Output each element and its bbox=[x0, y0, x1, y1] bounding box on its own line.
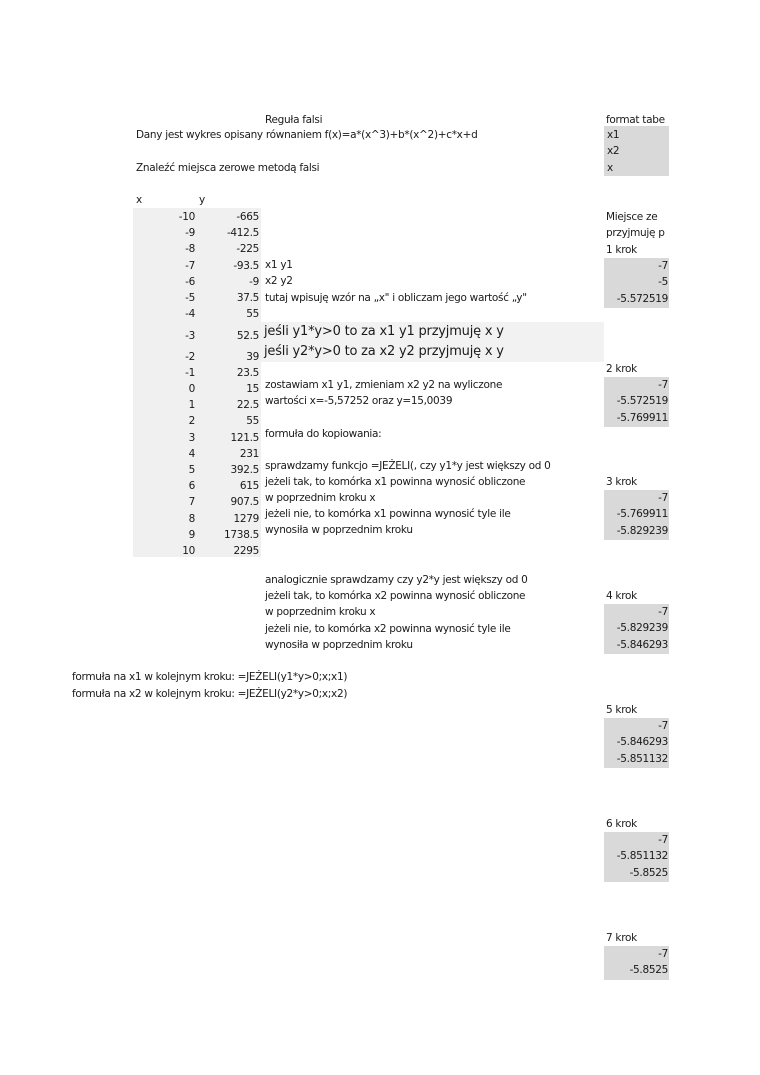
column-header-x: x bbox=[136, 194, 142, 206]
x-value-cell: -1 bbox=[185, 366, 195, 379]
note-wynosila: wynosiła w poprzednim kroku bbox=[265, 524, 413, 536]
note-tutaj: tutaj wpisuję wzór na „x" i obliczam jego wartość „y" bbox=[265, 292, 527, 304]
step-value-cell: -5.829239 bbox=[616, 524, 668, 537]
step-value-cell: -7 bbox=[658, 260, 668, 272]
step-label: 3 krok bbox=[606, 476, 637, 488]
y-value-cell: 15 bbox=[246, 383, 259, 395]
step-value-cell: -5.769911 bbox=[616, 508, 668, 521]
note-jesli-2: jeśli y2*y>0 to za x2 y2 przyjmuję x y bbox=[264, 344, 504, 359]
step-value-cell: -5.846293 bbox=[616, 638, 668, 651]
description-line-2: Znaleźć miejsca zerowe metodą falsi bbox=[136, 162, 320, 174]
step-value-cell: -7 bbox=[658, 720, 668, 732]
note-sprawdzamy: sprawdzamy funkcjo =JEŻELI(, czy y1*y jest większy od 0 bbox=[265, 460, 551, 472]
step-value-cell: -5.8525 bbox=[629, 964, 668, 977]
y-value-cell: -93.5 bbox=[233, 259, 259, 272]
step-value-cell: -5.851132 bbox=[616, 850, 668, 863]
step-value-cell: -7 bbox=[658, 379, 668, 391]
x-value-cell: 10 bbox=[182, 545, 195, 557]
y-value-cell: 55 bbox=[246, 415, 259, 428]
analog-line-4: jeżeli nie, to komórka x2 powinna wynosić tyle ile bbox=[265, 623, 511, 635]
y-value-cell: 55 bbox=[246, 308, 259, 321]
format-label: format tabe bbox=[606, 114, 665, 126]
step-label: 4 krok bbox=[606, 590, 637, 602]
step-label: 2 krok bbox=[606, 363, 637, 375]
x-value-cell: 7 bbox=[188, 496, 195, 509]
note-jezeli-tak: jeżeli tak, to komórka x1 powinna wynosić obliczone bbox=[265, 476, 526, 488]
x-value-cell: -5 bbox=[185, 292, 195, 304]
x-value-cell: -3 bbox=[185, 330, 195, 343]
y-value-cell: 1279 bbox=[233, 512, 259, 525]
step-label: 1 krok bbox=[606, 244, 637, 256]
step-label: 5 krok bbox=[606, 704, 637, 716]
step-value-cell: -5.572519 bbox=[616, 395, 668, 408]
x-value-cell: 1 bbox=[188, 399, 195, 412]
y-value-cell: -665 bbox=[236, 211, 259, 223]
step-value-cell: -5.572519 bbox=[616, 292, 668, 305]
x-value-cell: -2 bbox=[185, 350, 195, 363]
format-x2: x2 bbox=[607, 145, 620, 157]
step-label: 7 krok bbox=[606, 932, 637, 944]
x-value-cell: -4 bbox=[185, 308, 195, 321]
formula-x2: formuła na x2 w kolejnym kroku: =JEŻELI(y2*y>0;x;x2) bbox=[72, 688, 348, 700]
y-value-cell: 907.5 bbox=[230, 496, 259, 509]
y-value-cell: 52.5 bbox=[236, 330, 259, 343]
y-value-cell: 231 bbox=[239, 447, 259, 460]
analog-line-5: wynosiła w poprzednim kroku bbox=[265, 639, 413, 651]
x-value-cell: 8 bbox=[188, 512, 195, 525]
step-value-cell: -5 bbox=[658, 276, 668, 289]
y-value-cell: 2295 bbox=[233, 545, 259, 557]
note-formula: formuła do kopiowania: bbox=[265, 428, 382, 440]
y-value-cell: 37.5 bbox=[236, 292, 259, 304]
analog-line-3: w poprzednim kroku x bbox=[265, 606, 376, 618]
step-value-cell: -7 bbox=[658, 948, 668, 960]
step-value-cell: -5.8525 bbox=[629, 866, 668, 879]
step-label: 6 krok bbox=[606, 818, 637, 830]
analog-line-1: analogicznie sprawdzamy czy y2*y jest większy od 0 bbox=[265, 574, 528, 586]
note-zostawiam: zostawiam x1 y1, zmieniam x2 y2 na wyliczone bbox=[265, 379, 503, 391]
y-value-cell: -412.5 bbox=[226, 227, 259, 240]
x-value-cell: -7 bbox=[185, 259, 195, 272]
x-value-cell: 2 bbox=[188, 415, 195, 428]
analog-line-2: jeżeli tak, to komórka x2 powinna wynosić obliczone bbox=[265, 590, 526, 602]
format-x: x bbox=[607, 162, 613, 174]
step-value-cell: -5.846293 bbox=[616, 736, 668, 749]
x-value-cell: -6 bbox=[185, 275, 195, 288]
description-line-1: Dany jest wykres opisany równaniem f(x)=a*(x^3)+b*(x^2)+c*x+d bbox=[136, 129, 478, 141]
y-value-cell: -9 bbox=[249, 275, 259, 288]
x-value-cell: -10 bbox=[178, 211, 195, 223]
y-value-cell: 1738.5 bbox=[224, 528, 259, 541]
x-value-cell: 6 bbox=[188, 480, 195, 493]
x-value-cell: 9 bbox=[188, 528, 195, 541]
note-jesli-1: jeśli y1*y>0 to za x1 y1 przyjmuję x y bbox=[264, 324, 504, 339]
right-column bbox=[604, 0, 669, 1075]
y-value-cell: 615 bbox=[239, 480, 259, 493]
y-value-cell: 39 bbox=[246, 350, 259, 363]
note-w-poprzednim: w poprzednim kroku x bbox=[265, 492, 376, 504]
x-value-cell: 3 bbox=[188, 431, 195, 444]
miejsce-label: Miejsce ze bbox=[606, 211, 658, 223]
x-value-cell: -8 bbox=[185, 243, 195, 256]
x-value-cell: -9 bbox=[185, 227, 195, 240]
step-value-cell: -5.851132 bbox=[616, 752, 668, 765]
step-value-cell: -7 bbox=[658, 492, 668, 504]
x-value-cell: 5 bbox=[188, 464, 195, 476]
y-value-cell: 23.5 bbox=[236, 366, 259, 379]
y-value-cell: 22.5 bbox=[236, 399, 259, 412]
formula-x1: formuła na x1 w kolejnym kroku: =JEŻELI(y1*y>0;x;x1) bbox=[72, 671, 348, 683]
x-value-cell: 0 bbox=[188, 383, 195, 395]
column-header-y: y bbox=[199, 194, 205, 206]
note-wartosci: wartości x=-5,57252 oraz y=15,0039 bbox=[265, 395, 453, 407]
step-value-cell: -5.829239 bbox=[616, 622, 668, 635]
step-value-cell: -7 bbox=[658, 834, 668, 846]
x-value-cell: 4 bbox=[188, 447, 195, 460]
note-jezeli-nie: jeżeli nie, to komórka x1 powinna wynosić tyle ile bbox=[265, 508, 511, 520]
page-title: Reguła falsi bbox=[265, 114, 323, 126]
note-x1y1: x1 y1 bbox=[265, 259, 293, 271]
note-x2y2: x2 y2 bbox=[265, 275, 293, 287]
przyjmuje-label: przyjmuję p bbox=[606, 227, 665, 239]
step-value-cell: -5.769911 bbox=[616, 411, 668, 424]
y-value-cell: 392.5 bbox=[230, 464, 259, 476]
step-value-cell: -7 bbox=[658, 606, 668, 618]
y-value-cell: -225 bbox=[236, 243, 259, 256]
y-value-cell: 121.5 bbox=[230, 431, 259, 444]
format-x1: x1 bbox=[607, 129, 620, 141]
